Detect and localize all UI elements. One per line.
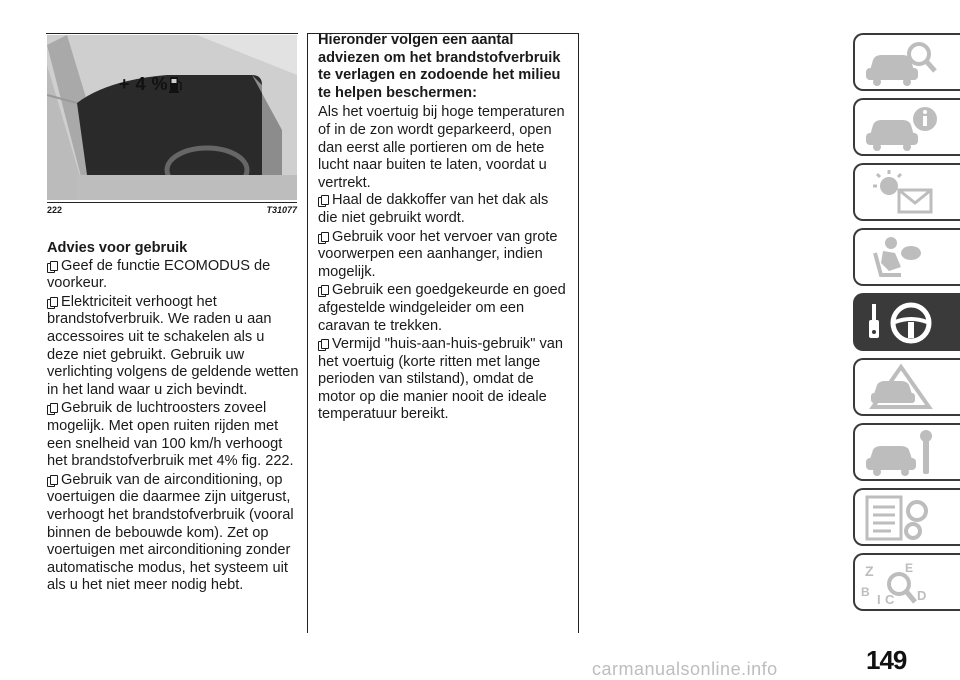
car-wrench-icon — [861, 428, 941, 478]
right-column — [318, 32, 570, 425]
bullet-icon — [318, 195, 328, 205]
list-gears-icon — [861, 493, 941, 543]
column-divider — [307, 33, 308, 633]
tab-safety[interactable] — [853, 228, 960, 286]
tab-getting-to-know-car[interactable] — [853, 33, 960, 91]
bullet-icon — [47, 261, 57, 271]
alphabet-index-icon — [861, 558, 941, 608]
figure-label: + 4 % — [119, 74, 169, 94]
section-heading: Hieronder volgen een aantal adviezen om het brandstofverbruik te verlagen en zodoende het milieu te helpen beschermen: — [318, 32, 561, 101]
list-item — [47, 400, 299, 470]
svg-text:C: C — [885, 592, 895, 607]
figure-caption — [47, 202, 297, 217]
car-info-icon — [861, 103, 941, 153]
left-column — [47, 240, 299, 596]
seat-airbag-icon — [861, 233, 941, 283]
bullet-icon — [47, 297, 57, 307]
bullet-icon — [47, 403, 57, 413]
tab-in-emergency[interactable] — [853, 358, 960, 416]
list-item — [318, 229, 570, 282]
figure-number: 222 — [47, 205, 63, 215]
car-window-illustration — [47, 35, 297, 200]
key-steering-wheel-icon — [861, 298, 941, 348]
fuel-pump-icon — [169, 75, 183, 93]
svg-text:D: D — [917, 588, 927, 603]
bullet-icon — [318, 285, 328, 295]
car-warning-triangle-icon — [861, 363, 941, 413]
list-item-text: Haal de dakkoffer van het dak als die niet gebruikt wordt. — [318, 192, 549, 226]
chapter-tabs — [853, 33, 960, 618]
tab-starting-and-driving[interactable] — [853, 293, 960, 351]
warning-lights-message-icon — [861, 168, 941, 218]
list-item-text: Vermijd "huis-aan-huis-gebruik" van het voertuig (korte ritten met lange perioden van stilstand), omdat de motor op die manier nooit de ideale temperatuur bereikt. — [318, 336, 563, 423]
car-magnifier-icon — [861, 38, 941, 88]
list-item-text: Gebruik een goedgekeurde en goed afgestelde windgeleider om een caravan te trekken. — [318, 282, 566, 334]
list-item — [318, 192, 570, 227]
list-item — [47, 258, 299, 293]
intro-paragraph: Als het voertuig bij hoge temperaturen of in de zon wordt geparkeerd, open dan eerst alle portieren om de hete lucht naar buiten te laten, voordat u vertrekt. — [318, 104, 565, 191]
top-rule-left — [46, 33, 298, 34]
list-item-text: Gebruik voor het vervoer van grote voorwerpen een aanhanger, indien mogelijk. — [318, 228, 558, 280]
svg-text:B: B — [861, 585, 870, 599]
bullet-icon — [318, 232, 328, 242]
list-item-text: Gebruik van de airconditioning, op voertuigen die daarmee zijn uitgerust, verhoogt het brandstofverbruik (vooral binnen de bebouwde kom). Zet op voertuigen met airconditioning zonder automatische modus, het systeem uit als u het niet meer nodig hebt. — [47, 471, 294, 594]
list-item — [318, 282, 570, 335]
tab-servicing[interactable] — [853, 423, 960, 481]
figure-open-window — [47, 35, 297, 200]
svg-text:I: I — [877, 592, 881, 607]
list-item — [318, 336, 570, 424]
tab-warning-lights[interactable] — [853, 163, 960, 221]
svg-text:E: E — [905, 561, 914, 575]
column-divider-right — [578, 33, 579, 633]
tab-index[interactable] — [853, 553, 960, 611]
section-heading: Advies voor gebruik — [47, 240, 188, 256]
figure-code: T31077 — [266, 205, 297, 215]
watermark: carmanualsonline.info — [592, 659, 778, 679]
list-item-text: Elektriciteit verhoogt het brandstofverbruik. We raden u aan accessoires uit te schakelen als u deze niet gebruikt. Gebruik uw verlichting volgens de geldende wetten in het land waar u zich bevindt. — [47, 293, 299, 398]
page-number: 149 — [866, 645, 907, 675]
list-item — [47, 294, 299, 400]
tab-car-info[interactable] — [853, 98, 960, 156]
list-item-text: Geef de functie ECOMODUS de voorkeur. — [47, 257, 271, 292]
list-item — [47, 472, 299, 595]
tab-technical-data[interactable] — [853, 488, 960, 546]
bullet-icon — [47, 475, 57, 485]
list-item-text: Gebruik de luchtroosters zoveel mogelijk. Met open ruiten rijden met een snelheid van 100 km/h verhoogt het brandstofverbruik met 4% fig. 222. — [47, 400, 294, 470]
bullet-icon — [318, 339, 328, 349]
svg-text:Z: Z — [865, 563, 874, 579]
